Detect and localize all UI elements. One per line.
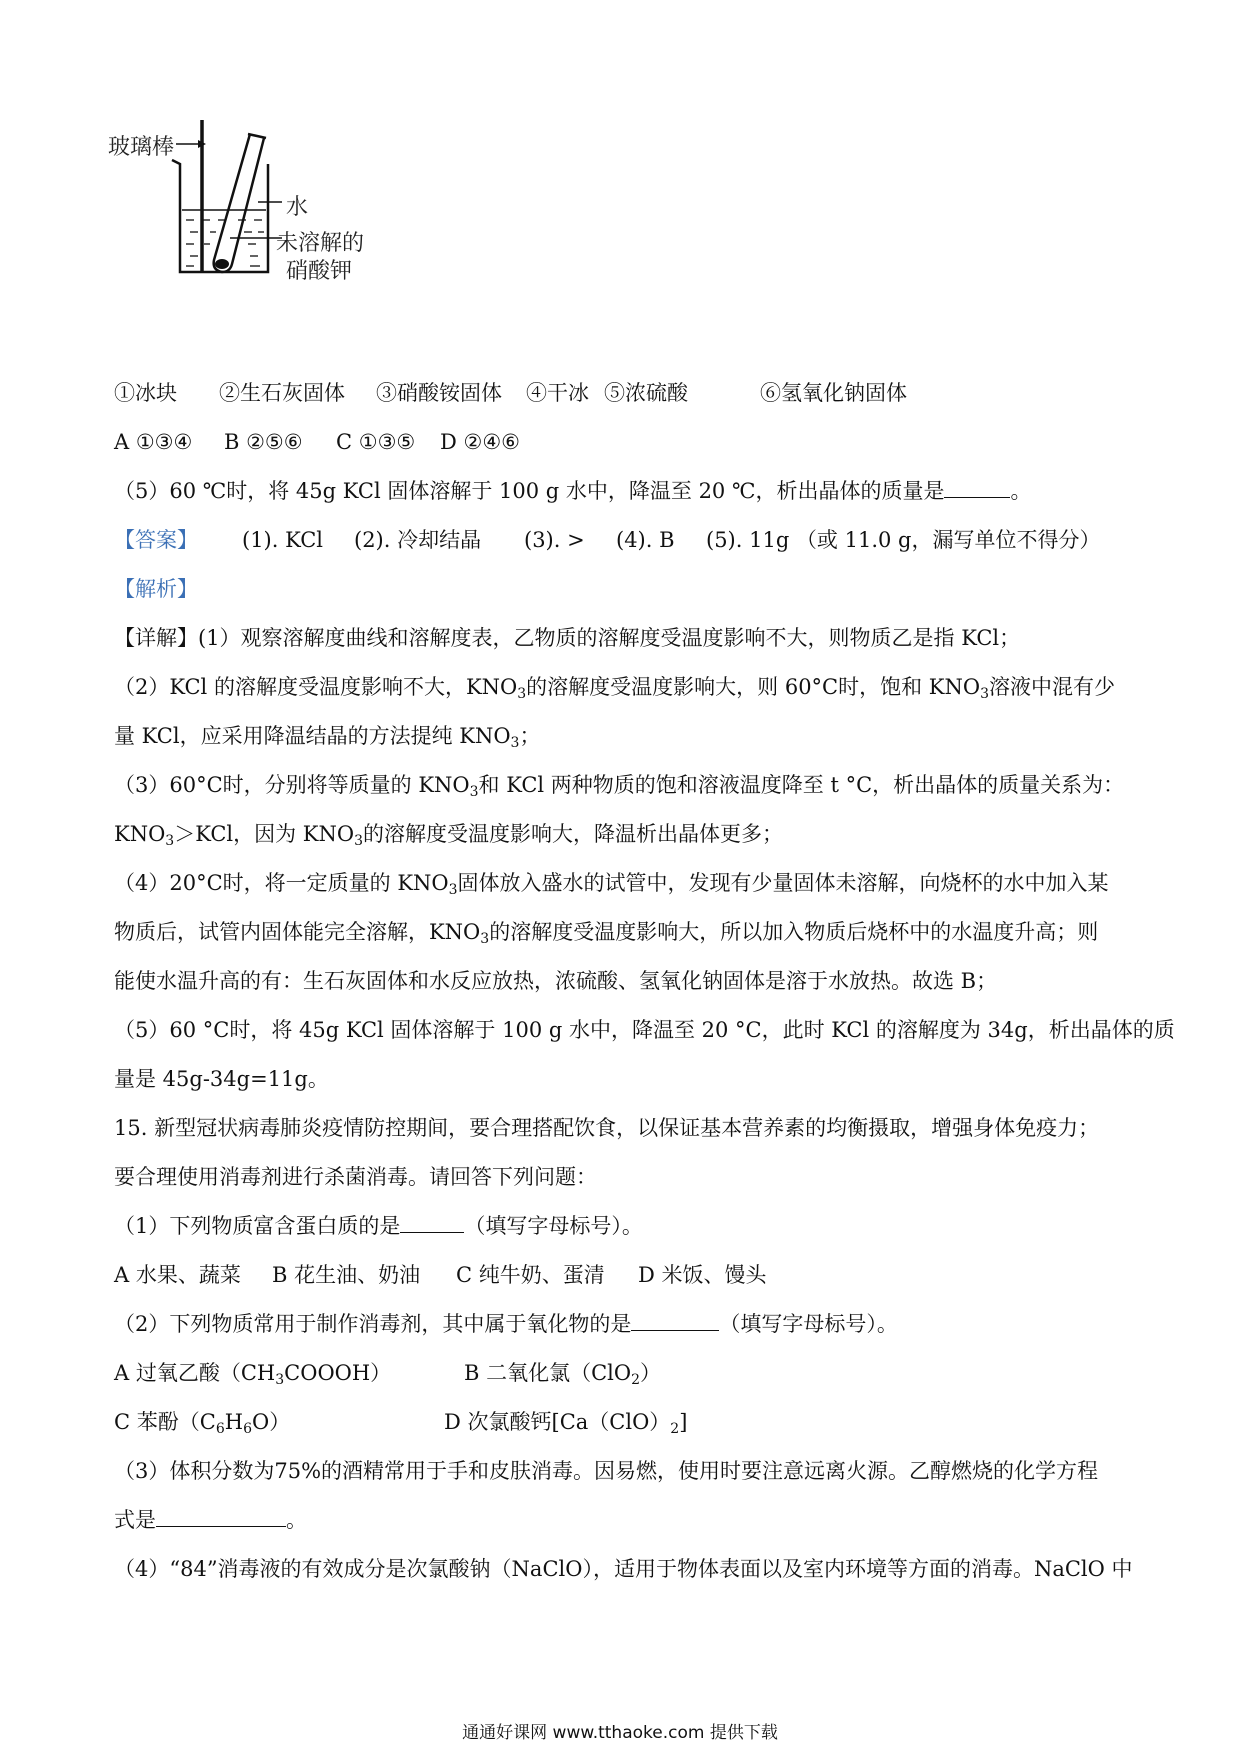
answer-3: (3). > [524,528,585,552]
item-4: ④干冰 [526,381,589,405]
q15-stem-2: 要合理使用消毒剂进行杀菌消毒。请回答下列问题： [114,1165,597,1189]
detail-5b: 量是 45g-34g=11g。 [114,1067,329,1091]
q15-part1-choices: A 水果、蔬菜 B 花生油、奶油 C 纯牛奶、蛋清 D 米饭、馒头 [114,1263,767,1287]
choice-a: A ①③④ [114,430,193,454]
q15-part2-ab: A 过氧乙酸$(CH_3COOOH)$ B 二氧化氯（ClO$_2$） [114,1361,662,1388]
detail-3b: $KNO_3>KCl$，因为 $KNO_3$的溶解度受温度影响大，降温析出晶体更多； [114,822,783,849]
answer-blank [400,1212,464,1233]
q14-part5: （5）60 ℃时，将 45g KCl 固体溶解于 100 g 水中，降温至 20 ℃，析出晶体的质量是 。 [114,479,1032,503]
choice-d: D ②④⑥ [440,430,520,454]
item-2: ②生石灰固体 [219,381,345,405]
item-1: ①冰块 [114,381,177,405]
detail-4b: 物质后，试管内固体能完全溶解，$KNO_3$的溶解度受温度影响大，所以加入物质后烧杯中的水温度升高；则 [114,920,1099,947]
q15-part4: （4）“84”消毒液的有效成分是次氯酸钠（NaClO），适用于物体表面以及室内环境等方面的消毒。NaClO 中 [114,1557,1133,1581]
q15-part2-cd: C 苯酚$(C_6H_6O)$ D 次氯酸钙$[Ca(ClO)_2]$ [114,1410,688,1437]
detail-4c: 能使水温升高的有：生石灰固体和水反应放热，浓硫酸、氢氧化钠固体是溶于水放热。故选 B； [114,969,998,993]
label-glass-rod: 玻璃棒 [108,135,175,160]
answer-blank [156,1506,286,1527]
detail-1: 【详解】(1）观察溶解度曲线和溶解度表，乙物质的溶解度受温度影响不大，则物质乙是指 KCl； [114,626,1021,650]
label-potassium-nitrate: 硝酸钾 [286,259,353,284]
q15-part3a: （3）体积分数为75%的酒精常用于手和皮肤消毒。因易燃，使用时要注意远离火源。乙醇燃烧的化学方程 [114,1459,1099,1483]
answer-2: (2). 冷却结晶 [354,528,482,552]
answer-4: (4). B [616,528,675,552]
q15-part2: （2）下列物质常用于制作消毒剂，其中属于氧化物的是 （填写字母标号）。 [114,1312,898,1336]
q14-items-row [114,378,1144,408]
item-3: ③硝酸铵固体 [376,381,502,405]
item-6: ⑥氢氧化钠固体 [760,381,907,405]
q15-part1: （1）下列物质富含蛋白质的是 （填写字母标号）。 [114,1214,643,1238]
detail-2a: （2）KCl 的溶解度受温度影响不大，$KNO_3$的溶解度受温度影响大，则 60°C时，饱和 $KNO_3$溶液中混有少 [114,675,1115,702]
answer-tag: 【答案】 [114,528,198,552]
q15-stem-1: 15. 新型冠状病毒肺炎疫情防控期间，要合理搭配饮食，以保证基本营养素的均衡摄取，增强身体免疫力； [114,1116,1100,1140]
answer-blank [944,477,1010,498]
analysis-tag: 【解析】 [114,577,198,601]
detail-2b: 量 KCl，应采用降温结晶的方法提纯 $KNO_3$； [114,724,541,751]
detail-3a: （3）60°C时，分别将等质量的 $KNO_3$和 KCl 两种物质的饱和溶液温度降至 t °C，析出晶体的质量关系为： [114,773,1125,800]
answer-1: (1). KCl [242,528,324,552]
answer-row [114,525,1144,555]
detail-5a: （5）60 °C时，将 45g KCl 固体溶解于 100 g 水中，降温至 20 °C，此时 KCl 的溶解度为 34g，析出晶体的质 [114,1018,1175,1042]
answer-blank [631,1310,719,1331]
q14-choices-row [114,427,1144,457]
q15-part3b: 式是 。 [114,1508,307,1532]
choice-b: B ②⑤⑥ [224,430,303,454]
answer-5: (5). 11g （或 11.0 g，漏写单位不得分） [706,528,1101,552]
choice-c: C ①③⑤ [336,430,416,454]
item-5: ⑤浓硫酸 [604,381,688,405]
page-footer: 通通好课网 www.tthaoke.com 提供下载 [462,1723,778,1743]
label-undissolved: 未溶解的 [276,231,365,256]
label-water: 水 [286,195,309,220]
beaker-diagram [110,120,410,320]
detail-4a: （4）20°C时，将一定质量的 $KNO_3$固体放入盛水的试管中，发现有少量固体未溶解，向烧杯的水中加入某 [114,871,1109,898]
